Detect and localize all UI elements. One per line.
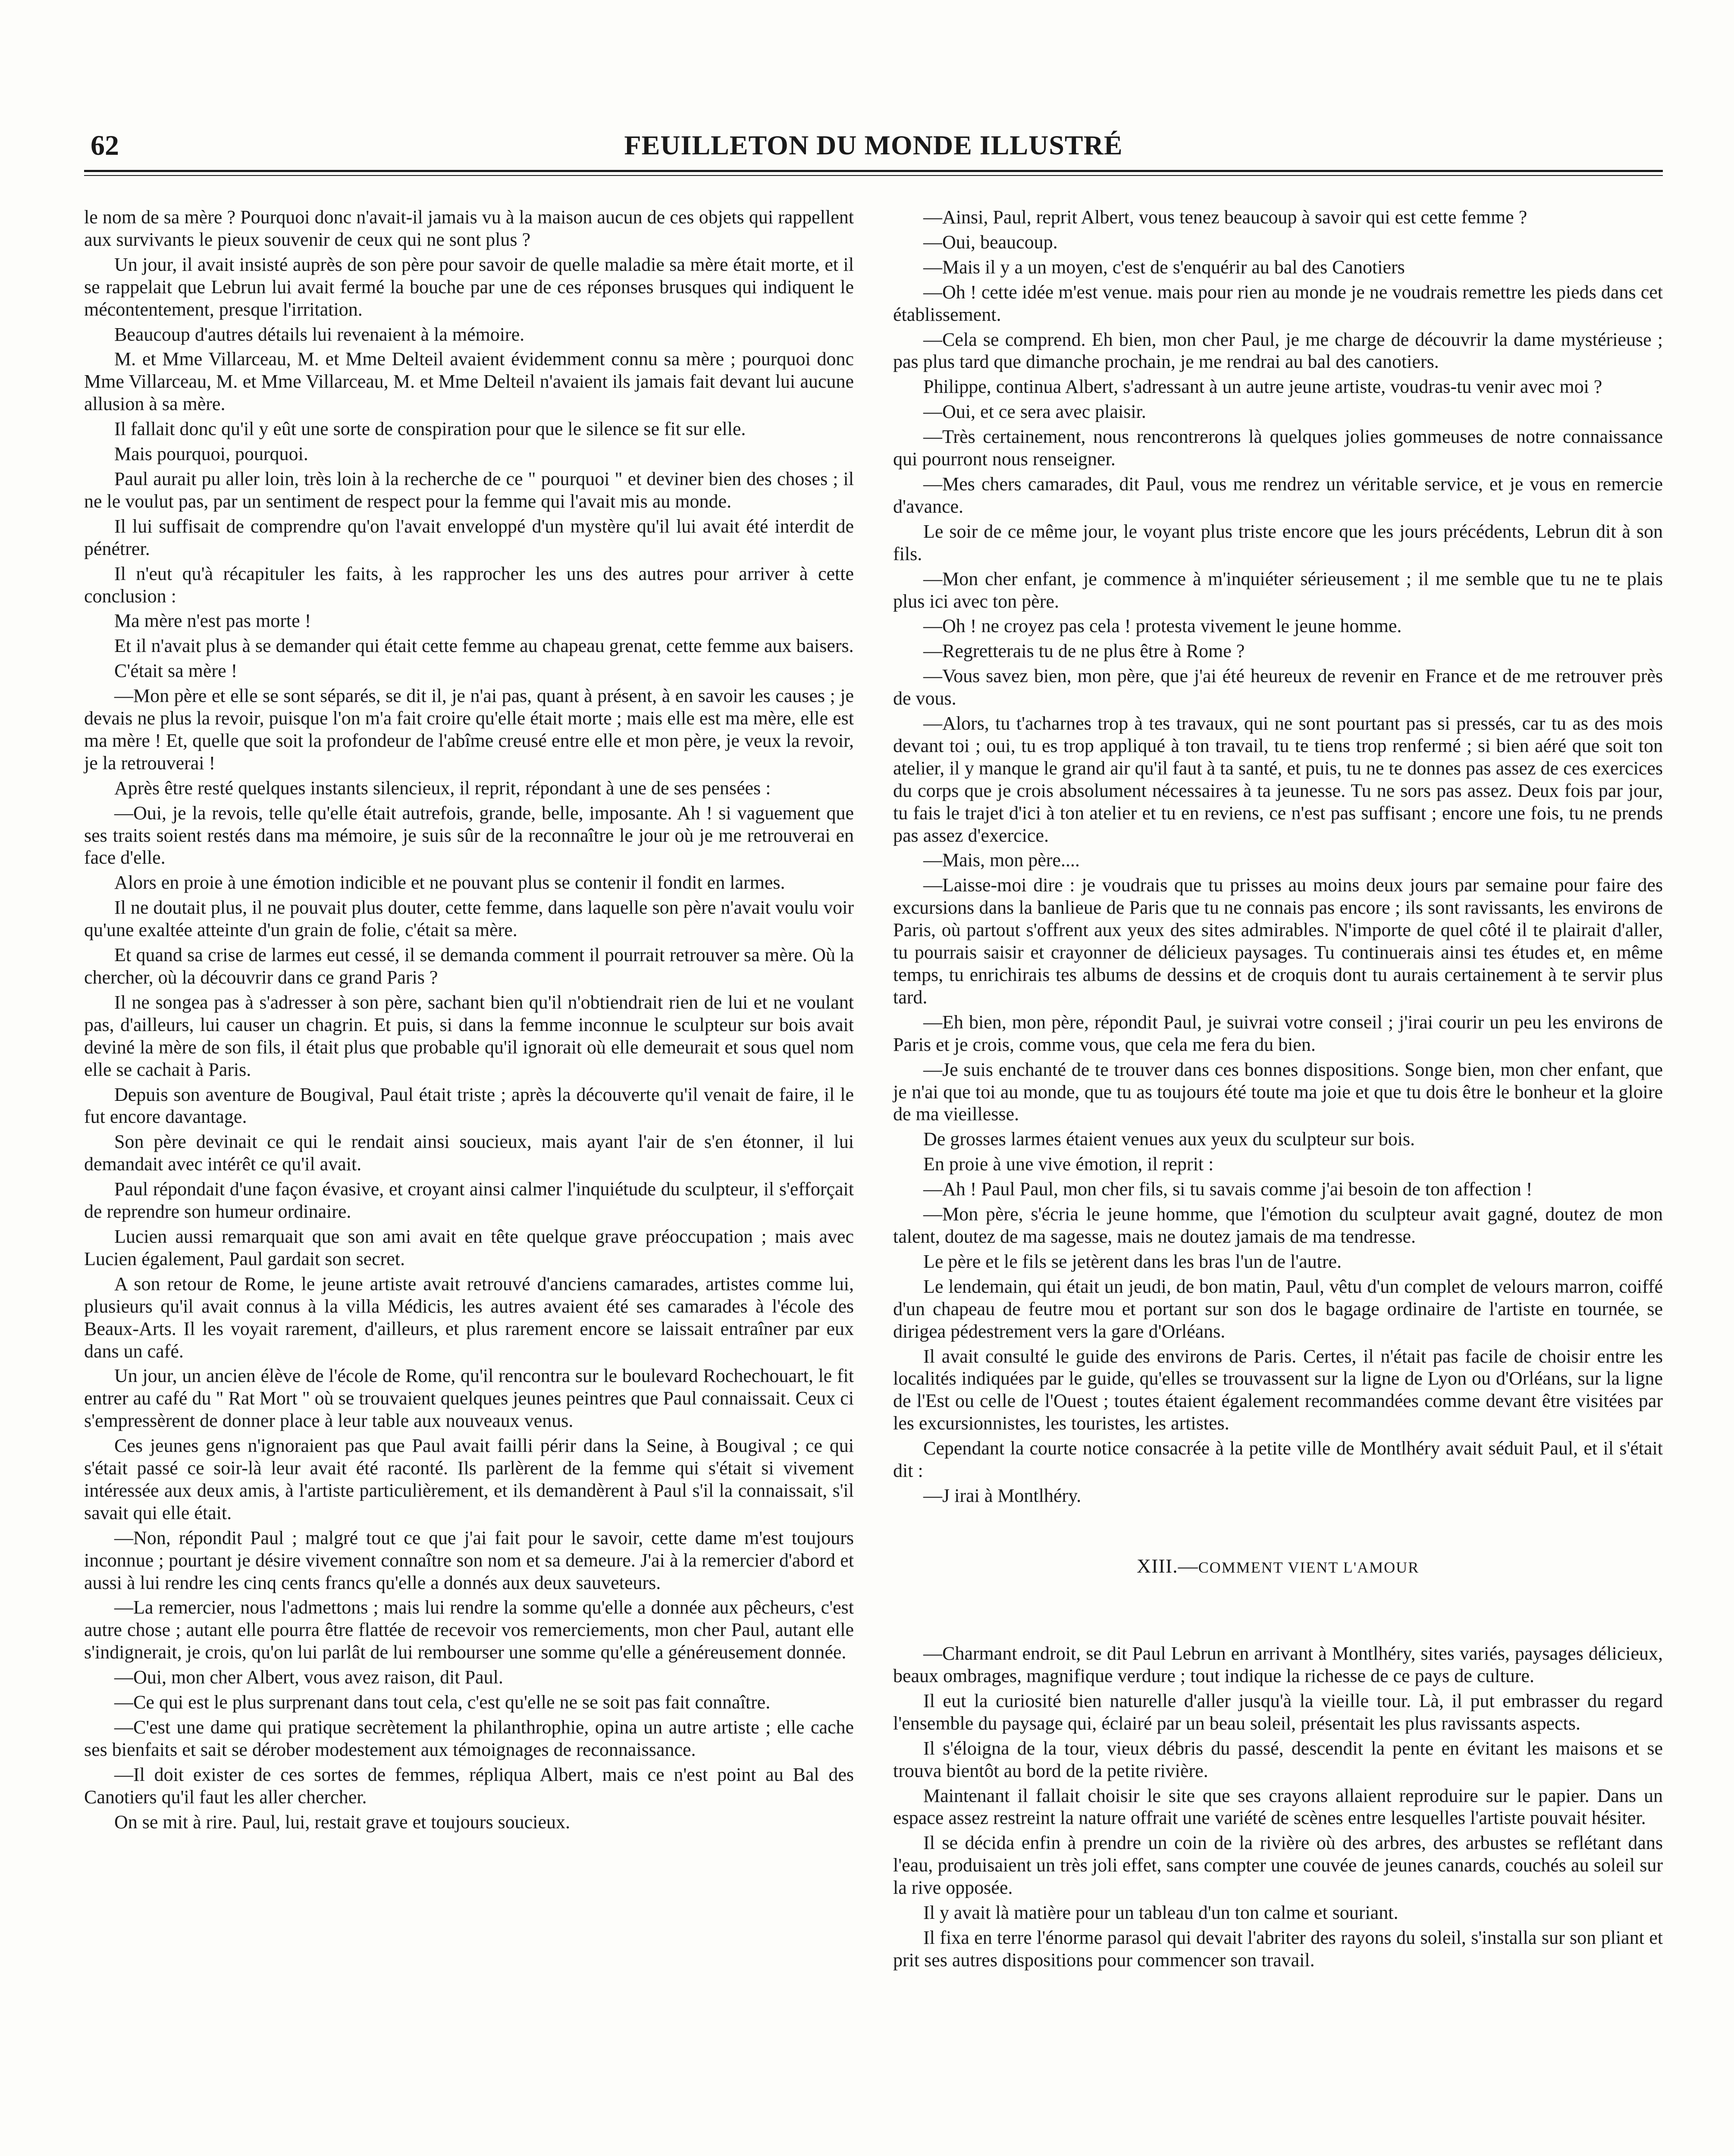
paragraph: —Laisse-moi dire : je voudrais que tu prisses au moins deux jours par semaine pour faire des excursions dans la banlieue de Paris que tu ne connais pas encore ; ils sont ravissants, les environs de Paris, où partout s'offrent aux yeux des sites admirables. N'importe de quel côté il te plairait d'aller, tu pourrais saisir et crayonner de délicieux paysages. Tu continuerais ainsi tes études et, en même temps, tu enrichirais tes albums de dessins et de croquis dont tu aurais certainement à te servir plus tard. [893,874,1663,1008]
paragraph: —C'est une dame qui pratique secrètement la philanthrophie, opina un autre artiste ; elle cache ses bienfaits et sait se dérober modestement aux témoignages de reconnaissance. [84,1717,854,1760]
paragraph: —J irai à Montlhéry. [923,1485,1082,1506]
paragraph: Le soir de ce même jour, le voyant plus triste encore que les jours précédents, Lebrun dit à son fils. [893,520,1663,564]
paragraph: —Très certainement, nous rencontrerons là quelques jolies gommeuses de notre connaissance qui pourront nous renseigner. [893,426,1663,470]
paragraph: —Mes chers camarades, dit Paul, vous me rendrez un véritable service, et je vous en remercie d'avance. [893,473,1663,517]
paragraph: —La remercier, nous l'admettons ; mais lui rendre la somme qu'elle a donnée aux pêcheurs, c'est autre chose ; autant elle pourra être flattée de recevoir vos remerciements, mon cher Paul, autant elle s'indignerait, je crois, qu'on lui parlât de lui rembourser une somme qu'elle a généreusement donnée. [84,1597,854,1663]
paragraph: Il s'éloigna de la tour, vieux débris du passé, descendit la pente en évitant les maisons et se trouva bientôt au bord de la petite rivière. [893,1737,1663,1781]
header-rule [84,170,1663,172]
paragraph: A son retour de Rome, le jeune artiste avait retrouvé d'anciens camarades, artistes comme lui, plusieurs qu'il avait connus à la villa Médicis, les autres avaient été ses camarades à l'école des Beaux-Arts. Il les voyait rarement, d'ailleurs, et plus rarement encore se laissait entraîner par eux dans un café. [84,1273,854,1362]
section-title: COMMENT VIENT L'AMOUR [1198,1558,1420,1576]
paragraph: Alors en proie à une émotion indicible et ne pouvant plus se contenir il fondit en larmes. [114,872,785,893]
paragraph: —Mon père et elle se sont séparés, se dit il, je n'ai pas, quant à présent, à en savoir les causes ; je devais ne plus la revoir, puisque l'on m'a fait croire qu'elle était morte ; mais elle est ma mère, elle est ma mère ! Et, quelle que soit la profondeur de l'abîme creusé entre elle et mon père, je veux la revoir, je la retrouverai ! [84,685,854,774]
paragraph: Paul aurait pu aller loin, très loin à la recherche de ce " pourquoi " et deviner bien des choses ; il ne le voulut pas, par un sentiment de respect pour la femme qui l'avait mis au monde. [84,468,854,512]
paragraph: Il avait consulté le guide des environs de Paris. Certes, il n'était pas facile de choisir entre les localités indiquées par le guide, qu'elles se trouvassent sur la ligne de Lyon ou d'Orléans, sur la ligne de l'Est ou celle de l'Ouest ; toutes étaient également recommandées comme devant être visitées par les excursionnistes, les touristes, les artistes. [893,1345,1663,1434]
left-column [84,206,854,1974]
paragraph: —Non, répondit Paul ; malgré tout ce que j'ai fait pour le savoir, cette dame m'est toujours inconnue ; pourtant je désire vivement connaître son nom et sa demeure. J'ai à la remercier d'abord et aussi à lui rendre les cinq cents francs qu'elle a donnés aux deux sauveteurs. [84,1527,854,1593]
paragraph: —Eh bien, mon père, répondit Paul, je suivrai votre conseil ; j'irai courir un peu les environs de Paris et je crois, comme vous, que cela me fera du bien. [893,1011,1663,1055]
paragraph: En proie à une vive émotion, il reprit : [923,1153,1214,1175]
section-heading [893,1554,1663,1578]
paragraph: Depuis son aventure de Bougival, Paul était triste ; après la découverte qu'il venait de faire, il le fut encore davantage. [84,1084,854,1128]
paragraph: Beaucoup d'autres détails lui revenaient à la mémoire. [114,323,525,345]
paragraph: Philippe, continua Albert, s'adressant à un autre jeune artiste, voudras-tu venir avec moi ? [923,376,1602,398]
paragraph: —Oh ! cette idée m'est venue. mais pour rien au monde je ne voudrais remettre les pieds dans cet établissement. [893,281,1663,325]
paragraph: —Regretterais tu de ne plus être à Rome ? [923,640,1245,662]
right-column-text-before [893,206,1663,1507]
paragraph: Après être resté quelques instants silencieux, il reprit, répondant à une de ses pensées : [114,777,771,799]
right-column-text-after [893,1642,1663,1971]
paragraph: Il lui suffisait de comprendre qu'on l'avait enveloppé d'un mystère qu'il lui avait été interdit de pénétrer. [84,515,854,559]
paragraph: Il eut la curiosité bien naturelle d'aller jusqu'à la vieille tour. Là, il put embrasser du regard l'ensemble du paysage qui, éclairé par un beau soleil, présentait les plus ravissants aspects. [893,1690,1663,1734]
paragraph: Le père et le fils se jetèrent dans les bras l'un de l'autre. [923,1250,1342,1272]
paragraph: —Oh ! ne croyez pas cela ! protesta vivement le jeune homme. [923,615,1402,637]
paragraph: On se mit à rire. Paul, lui, restait grave et toujours soucieux. [114,1811,570,1833]
paragraph: —Ainsi, Paul, reprit Albert, vous tenez beaucoup à savoir qui est cette femme ? [923,207,1527,228]
text-columns [84,206,1663,1974]
paragraph: le nom de sa mère ? Pourquoi donc n'avait-il jamais vu à la maison aucun de ces objets qui rappellent aux survivants le pieux souvenir de ceux qui ne sont plus ? [84,207,854,250]
paragraph: Il ne songea pas à s'adresser à son père, sachant bien qu'il n'obtiendrait rien de lui et ne voulant pas, d'ailleurs, lui causer un chagrin. Et puis, si dans la femme inconnue le sculpteur sur bois avait deviné la mère de son fils, il était plus que probable qu'il ignorait où elle demeurait et sous quel nom elle se cachait à Paris. [84,991,854,1080]
paragraph: —Cela se comprend. Eh bien, mon cher Paul, je me charge de découvrir la dame mystérieuse ; pas plus tard que dimanche prochain, je me rendrai au bal des canotiers. [893,329,1663,373]
header-rule-thin [84,175,1663,176]
paragraph: Cependant la courte notice consacrée à la petite ville de Montlhéry avait séduit Paul, et il s'était dit : [893,1438,1663,1482]
paragraph: —Oui, mon cher Albert, vous avez raison, dit Paul. [114,1667,503,1688]
paragraph: —Oui, beaucoup. [923,231,1058,253]
paragraph: Un jour, il avait insisté auprès de son père pour savoir de quelle maladie sa mère était morte, et il se rappelait que Lebrun lui avait fermé la bouche par une de ces réponses brusques qui indiquent le mécontentement, presque l'irritation. [84,254,854,320]
paragraph: Il fallait donc qu'il y eût une sorte de conspiration pour que le silence se fit sur elle. [114,418,746,440]
page-number: 62 [91,130,119,161]
paragraph: Il se décida enfin à prendre un coin de la rivière où des arbres, des arbustes se reflétant dans l'eau, produisaient un très joli effet, sans compter une couvée de jeunes canards, couchés au soleil sur la rive opposée. [893,1832,1663,1899]
paragraph: Ma mère n'est pas morte ! [114,610,311,632]
paragraph: —Ah ! Paul Paul, mon cher fils, si tu savais comme j'ai besoin de ton affection ! [923,1178,1533,1200]
paragraph: —Oui, et ce sera avec plaisir. [923,401,1146,423]
paragraph: Son père devinait ce qui le rendait ainsi soucieux, mais ayant l'air de s'en étonner, il lui demandait avec intérêt ce qu'il avait. [84,1131,854,1175]
paragraph: Il y avait là matière pour un tableau d'un ton calme et souriant. [923,1902,1398,1924]
paragraph: Et il n'avait plus à se demander qui était cette femme au chapeau grenat, cette femme aux baisers. [114,635,854,657]
paragraph: —Mon père, s'écria le jeune homme, que l'émotion du sculpteur avait gagné, doutez de mon talent, doutez de ma sagesse, mais ne doutez jamais de ma tendresse. [893,1203,1663,1247]
paragraph: —Mais, mon père.... [923,849,1080,871]
paragraph: —Il doit exister de ces sortes de femmes, répliqua Albert, mais ce n'est point au Bal des Canotiers qu'il faut les aller chercher. [84,1764,854,1808]
paragraph: —Je suis enchanté de te trouver dans ces bonnes dispositions. Songe bien, mon cher enfant, que je n'ai que toi au monde, que tu as toujours été toute ma joie et que tu dois être le bonheur et la gloire de ma vieillesse. [893,1059,1663,1125]
paragraph: M. et Mme Villarceau, M. et Mme Delteil avaient évidemment connu sa mère ; pourquoi donc Mme Villarceau, M. et Mme Villarceau, M. et Mme Delteil n'avaient ils jamais fait devant lui aucune allusion à sa mère. [84,348,854,415]
paragraph: De grosses larmes étaient venues aux yeux du sculpteur sur bois. [923,1128,1415,1150]
paragraph: Un jour, un ancien élève de l'école de Rome, qu'il rencontra sur le boulevard Rochechouart, le fit entrer au café du " Rat Mort " où se trouvaient quelques jeunes peintres que Paul connaissait. Ceux ci s'empressèrent de donner place à leur table aux nouveaux venus. [84,1365,854,1432]
paragraph: Il n'eut qu'à récapituler les faits, à les rapprocher les uns des autres pour arriver à cette conclusion : [84,563,854,607]
paragraph: Lucien aussi remarquait que son ami avait en tête quelque grave préoccupation ; mais avec Lucien également, Paul gardait son secret. [84,1225,854,1269]
paragraph: Il fixa en terre l'énorme parasol qui devait l'abriter des rayons du soleil, s'installa sur son pliant et prit ses autres dispositions pour commencer son travail. [893,1927,1663,1971]
paragraph: C'était sa mère ! [114,660,238,682]
paragraph: Mais pourquoi, pourquoi. [114,443,308,465]
paragraph: —Mais il y a un moyen, c'est de s'enquérir au bal des Canotiers [923,256,1405,278]
paragraph: Maintenant il fallait choisir le site que ses crayons allaient reproduire sur le papier. Dans un espace assez restreint la nature offrait une variété de scènes entre lesquelles l'artiste pouvait hésiter. [893,1785,1663,1829]
paragraph: Et quand sa crise de larmes eut cessé, il se demanda comment il pourrait retrouver sa mère. Où la chercher, où la découvrir dans ce grand Paris ? [84,944,854,988]
paragraph: —Vous savez bien, mon père, que j'ai été heureux de revenir en France et de me retrouver près de vous. [893,665,1663,709]
paragraph: —Mon cher enfant, je commence à m'inquiéter sérieusement ; il me semble que tu ne te plais plus ici avec ton père. [893,568,1663,612]
page-header [84,129,1663,164]
paragraph: —Alors, tu t'acharnes trop à tes travaux, qui ne sont pourtant pas si pressés, car tu as des mois devant toi ; oui, tu es trop appliqué à ton travail, tu te tiens trop renfermé ; si bien aéré que soit ton atelier, il y manque le grand air qu'il faut à ta santé, et puis, tu ne te donnes pas assez de ces exercices du corps que je crois absolument nécessaires à ta jeunesse. Tu ne sors pas assez. Deux fois par jour, tu fais le trajet d'ici à ton atelier et tu en reviens, ce n'est pas suffisant ; encore une fois, tu ne prends pas assez d'exercice. [893,713,1663,846]
paragraph: —Charmant endroit, se dit Paul Lebrun en arrivant à Montlhéry, sites variés, paysages délicieux, beaux ombrages, magnifique verdure ; tout indique la richesse de ce pays de culture. [893,1643,1663,1687]
paragraph: Paul répondait d'une façon évasive, et croyant ainsi calmer l'inquiétude du sculpteur, il s'efforçait de reprendre son humeur ordinaire. [84,1178,854,1222]
paragraph: Le lendemain, qui était un jeudi, de bon matin, Paul, vêtu d'un complet de velours marron, coiffé d'un chapeau de feutre mou et portant sur son dos le bagage ordinaire de l'artiste en tournée, se dirigea pédestrement vers la gare d'Orléans. [893,1275,1663,1342]
running-title: FEUILLETON DU MONDE ILLUSTRÉ [624,130,1123,160]
section-number: XIII.— [1136,1554,1198,1577]
right-column [893,206,1663,1974]
paragraph: Il ne doutait plus, il ne pouvait plus douter, cette femme, dans laquelle son père n'avait voulu voir qu'une exaltée atteinte d'un grain de folie, c'était sa mère. [84,897,854,941]
paragraph: Ces jeunes gens n'ignoraient pas que Paul avait failli périr dans la Seine, à Bougival ; ce qui s'était passé ce soir-là leur avait été raconté. Ils parlèrent de la femme qui s'était si vivement intéressée aux deux amis, à l'artiste particulièrement, et ils demandèrent à Paul s'il la connaissait, s'il savait qui elle était. [84,1435,854,1523]
paragraph: —Oui, je la revois, telle qu'elle était autrefois, grande, belle, imposante. Ah ! si vaguement que ses traits soient restés dans ma mémoire, je suis sûr de la reconnaître le jour où je me retrouverai en face d'elle. [84,802,854,868]
paragraph: —Ce qui est le plus surprenant dans tout cela, c'est qu'elle ne se soit pas fait connaître. [114,1692,771,1713]
